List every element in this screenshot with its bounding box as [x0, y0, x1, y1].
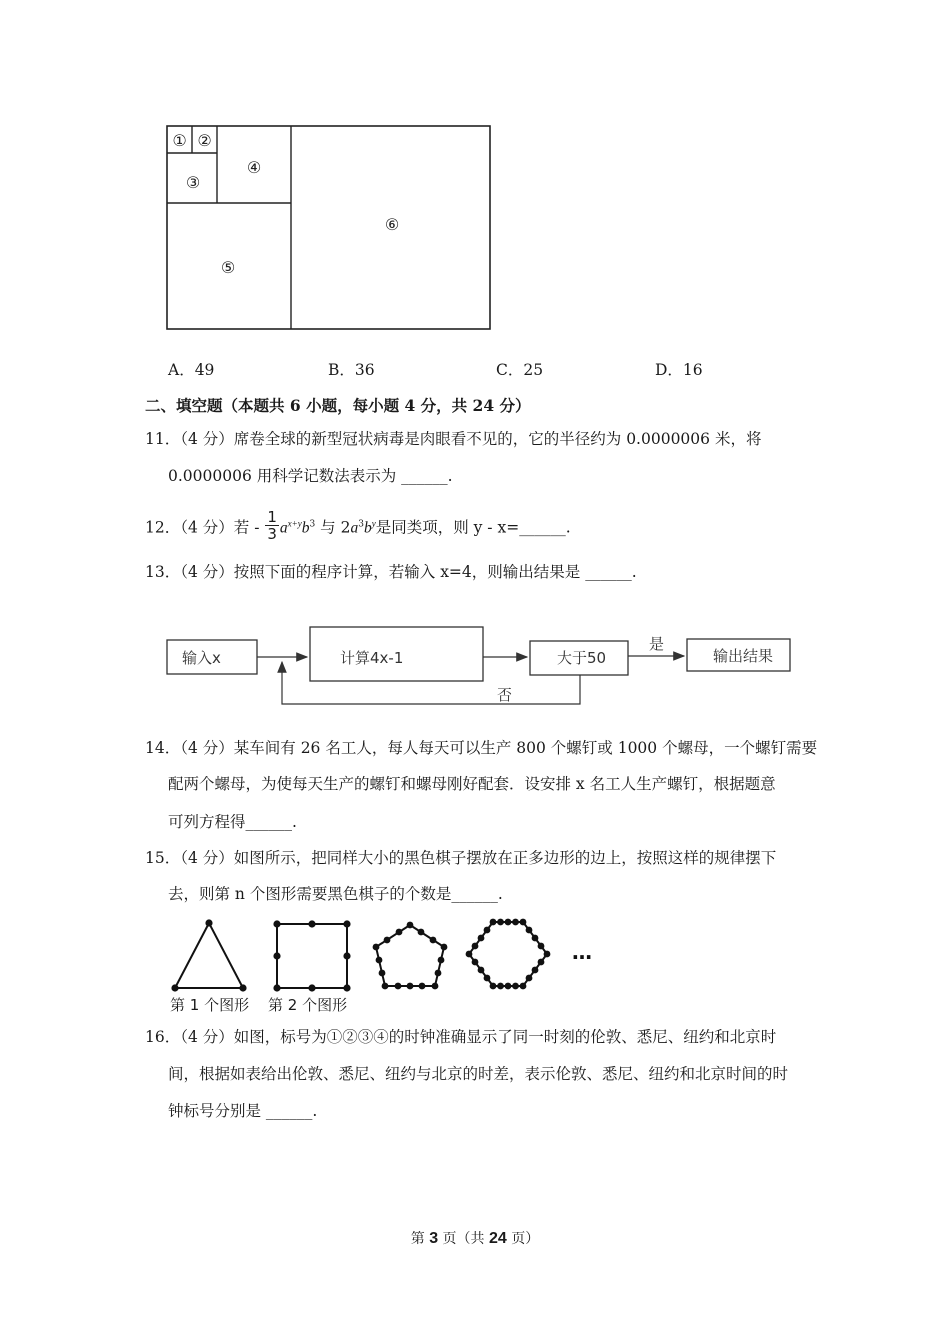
q12-frac-num: 1 [267, 508, 277, 526]
square-label-2: ② [197, 131, 212, 150]
flow-compute-label: 计算4x-1 [340, 649, 404, 667]
page-footer [0, 1228, 950, 1248]
flow-no-label: 否 [497, 686, 513, 704]
square-figure [277, 924, 347, 988]
squares-figure [160, 120, 500, 335]
q12-term2-a: a [350, 519, 359, 537]
option-a: A．49 [168, 361, 215, 379]
square-label-6: ⑥ [384, 215, 400, 234]
square-label-4: ④ [246, 158, 262, 177]
flowchart [160, 620, 800, 712]
figure-label-1: 第 1 个图形 [170, 996, 250, 1014]
flow-yes-label: 是 [649, 635, 665, 653]
footer-post: 页） [511, 1231, 540, 1247]
square-label-5: ⑤ [220, 258, 236, 277]
q14-line1: 14．（4 分）某车间有 26 名工人，每人每天可以生产 800 个螺钉或 1000 个螺母，一个螺钉需要 [145, 739, 818, 757]
q14-line3: 可列方程得______. [168, 813, 297, 831]
q15-line2: 去，则第 n 个图形需要黑色棋子的个数是______. [168, 885, 503, 903]
flow-input-label: 输入x [182, 649, 221, 667]
q11-line1: 11．（4 分）席卷全球的新型冠状病毒是肉眼看不见的，它的半径约为 0.0000006 米，将 [145, 430, 762, 448]
square-label-1: ① [172, 131, 187, 150]
footer-pre: 第 [410, 1231, 425, 1247]
q12-frac-den: 3 [267, 525, 277, 543]
q12-prefix: 12．（4 分）若 - [145, 518, 260, 537]
option-b: B．36 [328, 361, 375, 379]
q16-line2: 间，根据如表给出伦敦、悉尼、纽约与北京的时差，表示伦敦、悉尼、纽约和北京时间的时 [168, 1065, 789, 1083]
q12-connector: 与 2 [320, 518, 351, 537]
pattern-ellipsis: … [572, 940, 592, 964]
option-c: C．25 [496, 361, 544, 379]
q12-line [145, 508, 571, 545]
footer-total-pages: 24 [489, 1230, 507, 1247]
q11-line2: 0.0000006 用科学记数法表示为 ______. [168, 467, 453, 485]
q14-line2: 配两个螺母，为使每天生产的螺钉和螺母刚好配套．设安排 x 名工人生产螺钉，根据题意 [168, 775, 776, 793]
square-label-3: ③ [185, 173, 201, 192]
q13-line: 13．（4 分）按照下面的程序计算，若输入 x=4，则输出结果是 ______. [145, 563, 637, 581]
hexagon-figure [469, 922, 547, 986]
triangle-figure [175, 923, 243, 988]
hexagon-dots [466, 919, 551, 990]
outer-rectangle [167, 126, 490, 329]
q16-line3: 钟标号分别是 ______. [168, 1102, 318, 1120]
q12-term2-b: b [363, 519, 372, 537]
q12-term1-exp2: 3 [309, 519, 316, 530]
polygon-pattern-figure [160, 912, 610, 998]
pentagon-figure [376, 925, 444, 986]
flow-loop-no [282, 662, 580, 704]
footer-mid: 页（共 [442, 1231, 485, 1247]
q12-term1-b: b [301, 519, 310, 537]
q12-term1-exp: x+y [287, 518, 302, 529]
q12-suffix: 是同类项，则 y - x=______. [375, 518, 571, 537]
q12-term1-a: a [279, 519, 288, 537]
flow-output-label: 输出结果 [713, 647, 774, 665]
section-header: 二、填空题（本题共 6 小题，每小题 4 分，共 24 分） [145, 396, 531, 415]
triangle-dots [171, 919, 246, 991]
q16-line1: 16．（4 分）如图，标号为①②③④的时钟准确显示了同一时刻的伦敦、悉尼、纽约和北京时 [145, 1028, 777, 1046]
q12-term2-exp: 3 [358, 519, 364, 530]
q15-line1: 15．（4 分）如图所示，把同样大小的黑色棋子摆放在正多边形的边上，按照这样的规律摆下 [145, 849, 777, 867]
flow-condition-label: 大于50 [557, 649, 607, 667]
q12-fraction [265, 509, 279, 542]
figure-label-2: 第 2 个图形 [268, 996, 348, 1014]
q12-term2-exp2: y [371, 518, 376, 529]
option-d: D．16 [655, 361, 703, 379]
square-dots [273, 920, 350, 991]
footer-page-number: 3 [429, 1230, 439, 1247]
